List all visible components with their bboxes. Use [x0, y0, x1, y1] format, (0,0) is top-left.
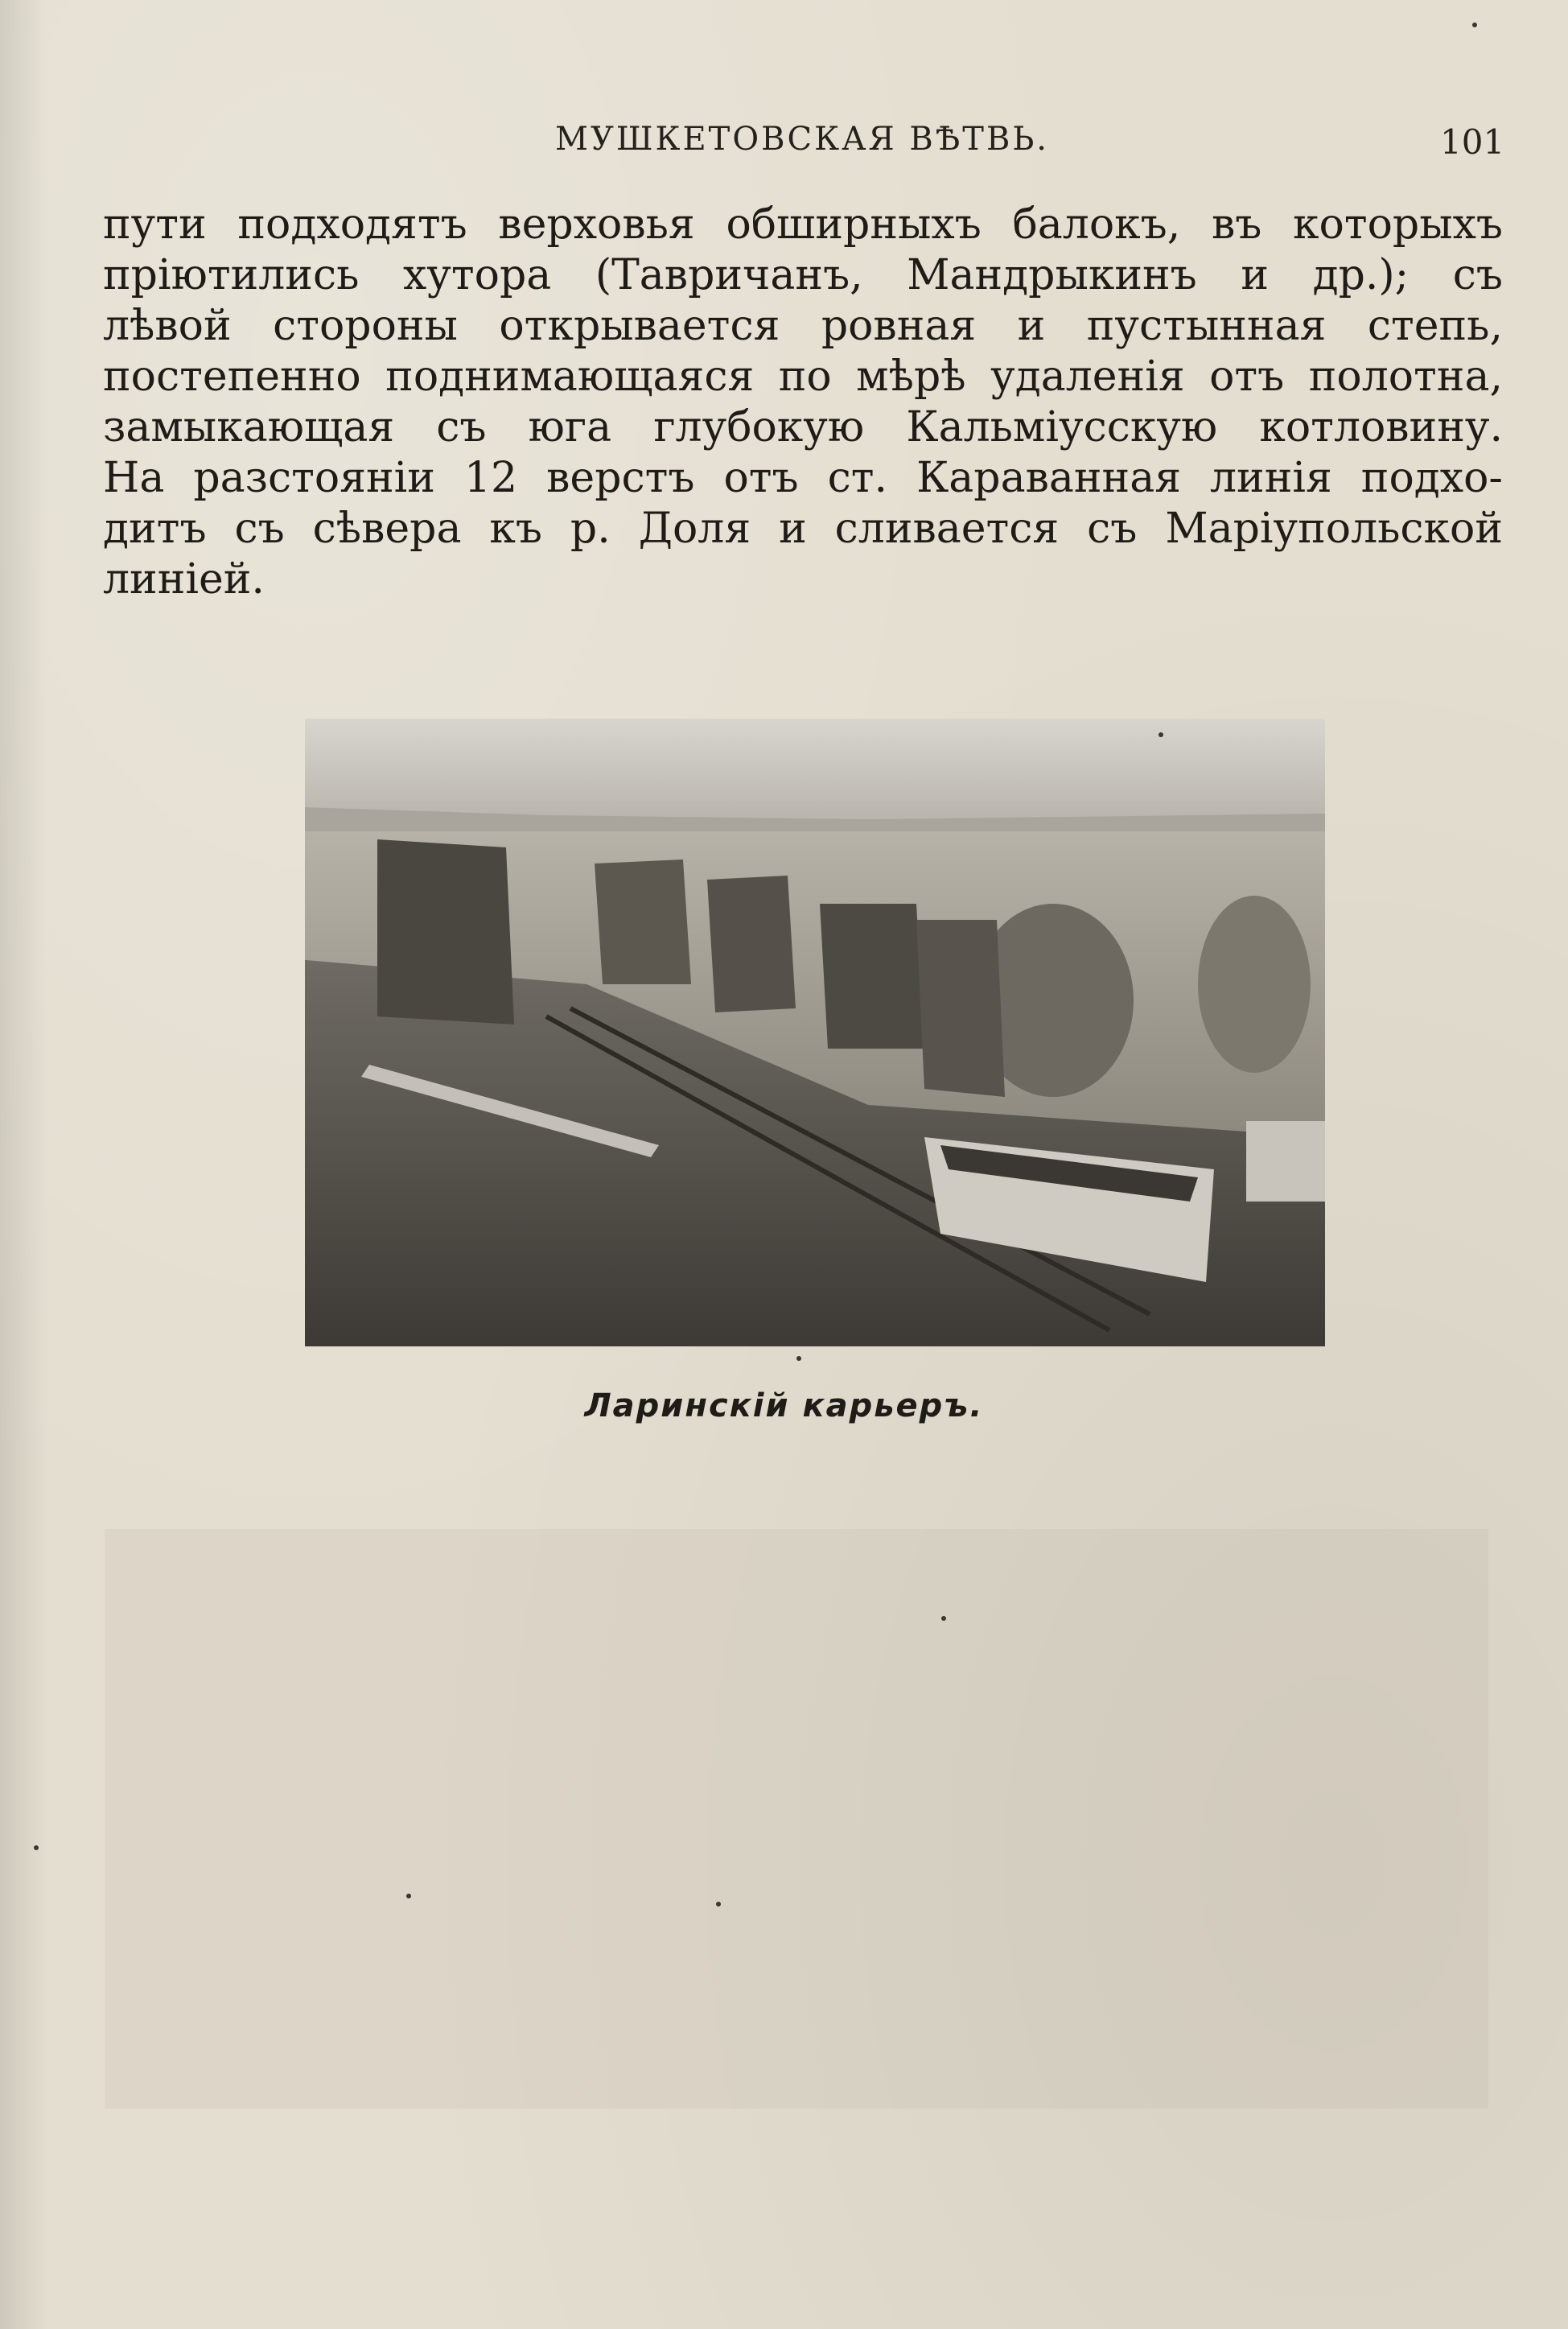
- quarry-photograph: [305, 719, 1325, 1346]
- text-line: дитъ съ сѣвера къ р. Доля и сливается съ Маріупольской: [103, 505, 1503, 553]
- paper-speck: [716, 1902, 721, 1906]
- paper-speck: [406, 1894, 411, 1898]
- sky: [305, 719, 1325, 819]
- page-number: 101: [1440, 122, 1505, 162]
- text-line: замыкающая съ юга глубокую Кальміусскую котловину.: [103, 403, 1503, 451]
- paper-speck: [941, 1616, 946, 1621]
- body-paragraph: [103, 200, 1503, 605]
- text-line: линіей.: [103, 555, 265, 604]
- paper-speck: [34, 1845, 39, 1850]
- photo-illustration: [305, 719, 1325, 1346]
- paper-speck: [1472, 23, 1477, 27]
- text-line: На разстояніи 12 верстъ отъ ст. Караванная линія подхо-: [103, 454, 1503, 502]
- figure-caption: Ларинскій карьеръ.: [584, 1387, 984, 1424]
- paper-speck: [1159, 732, 1163, 737]
- bleed-through-text: [105, 1529, 1488, 2108]
- paper-speck: [796, 1356, 801, 1361]
- ore-heap: [377, 839, 514, 1024]
- ore-cart: [1246, 1121, 1325, 1202]
- ore-cart: [707, 876, 796, 1012]
- running-title: МУШКЕТОВСКАЯ ВѢТВЬ.: [555, 121, 1050, 158]
- horse-team: [820, 904, 924, 1049]
- text-line: постепенно поднимающаяся по мѣрѣ удаленія отъ полотна,: [103, 352, 1503, 401]
- horse-team: [595, 859, 691, 984]
- cave-opening: [1198, 896, 1311, 1073]
- text-line: пріютились хутора (Тавричанъ, Мандрыкинъ и др.); съ: [103, 251, 1503, 299]
- text-line: пути подходятъ верховья обширныхъ балокъ, въ которыхъ: [103, 200, 1503, 249]
- horse-team: [916, 920, 1005, 1097]
- text-line: лѣвой стороны открывается ровная и пустынная степь,: [103, 302, 1503, 350]
